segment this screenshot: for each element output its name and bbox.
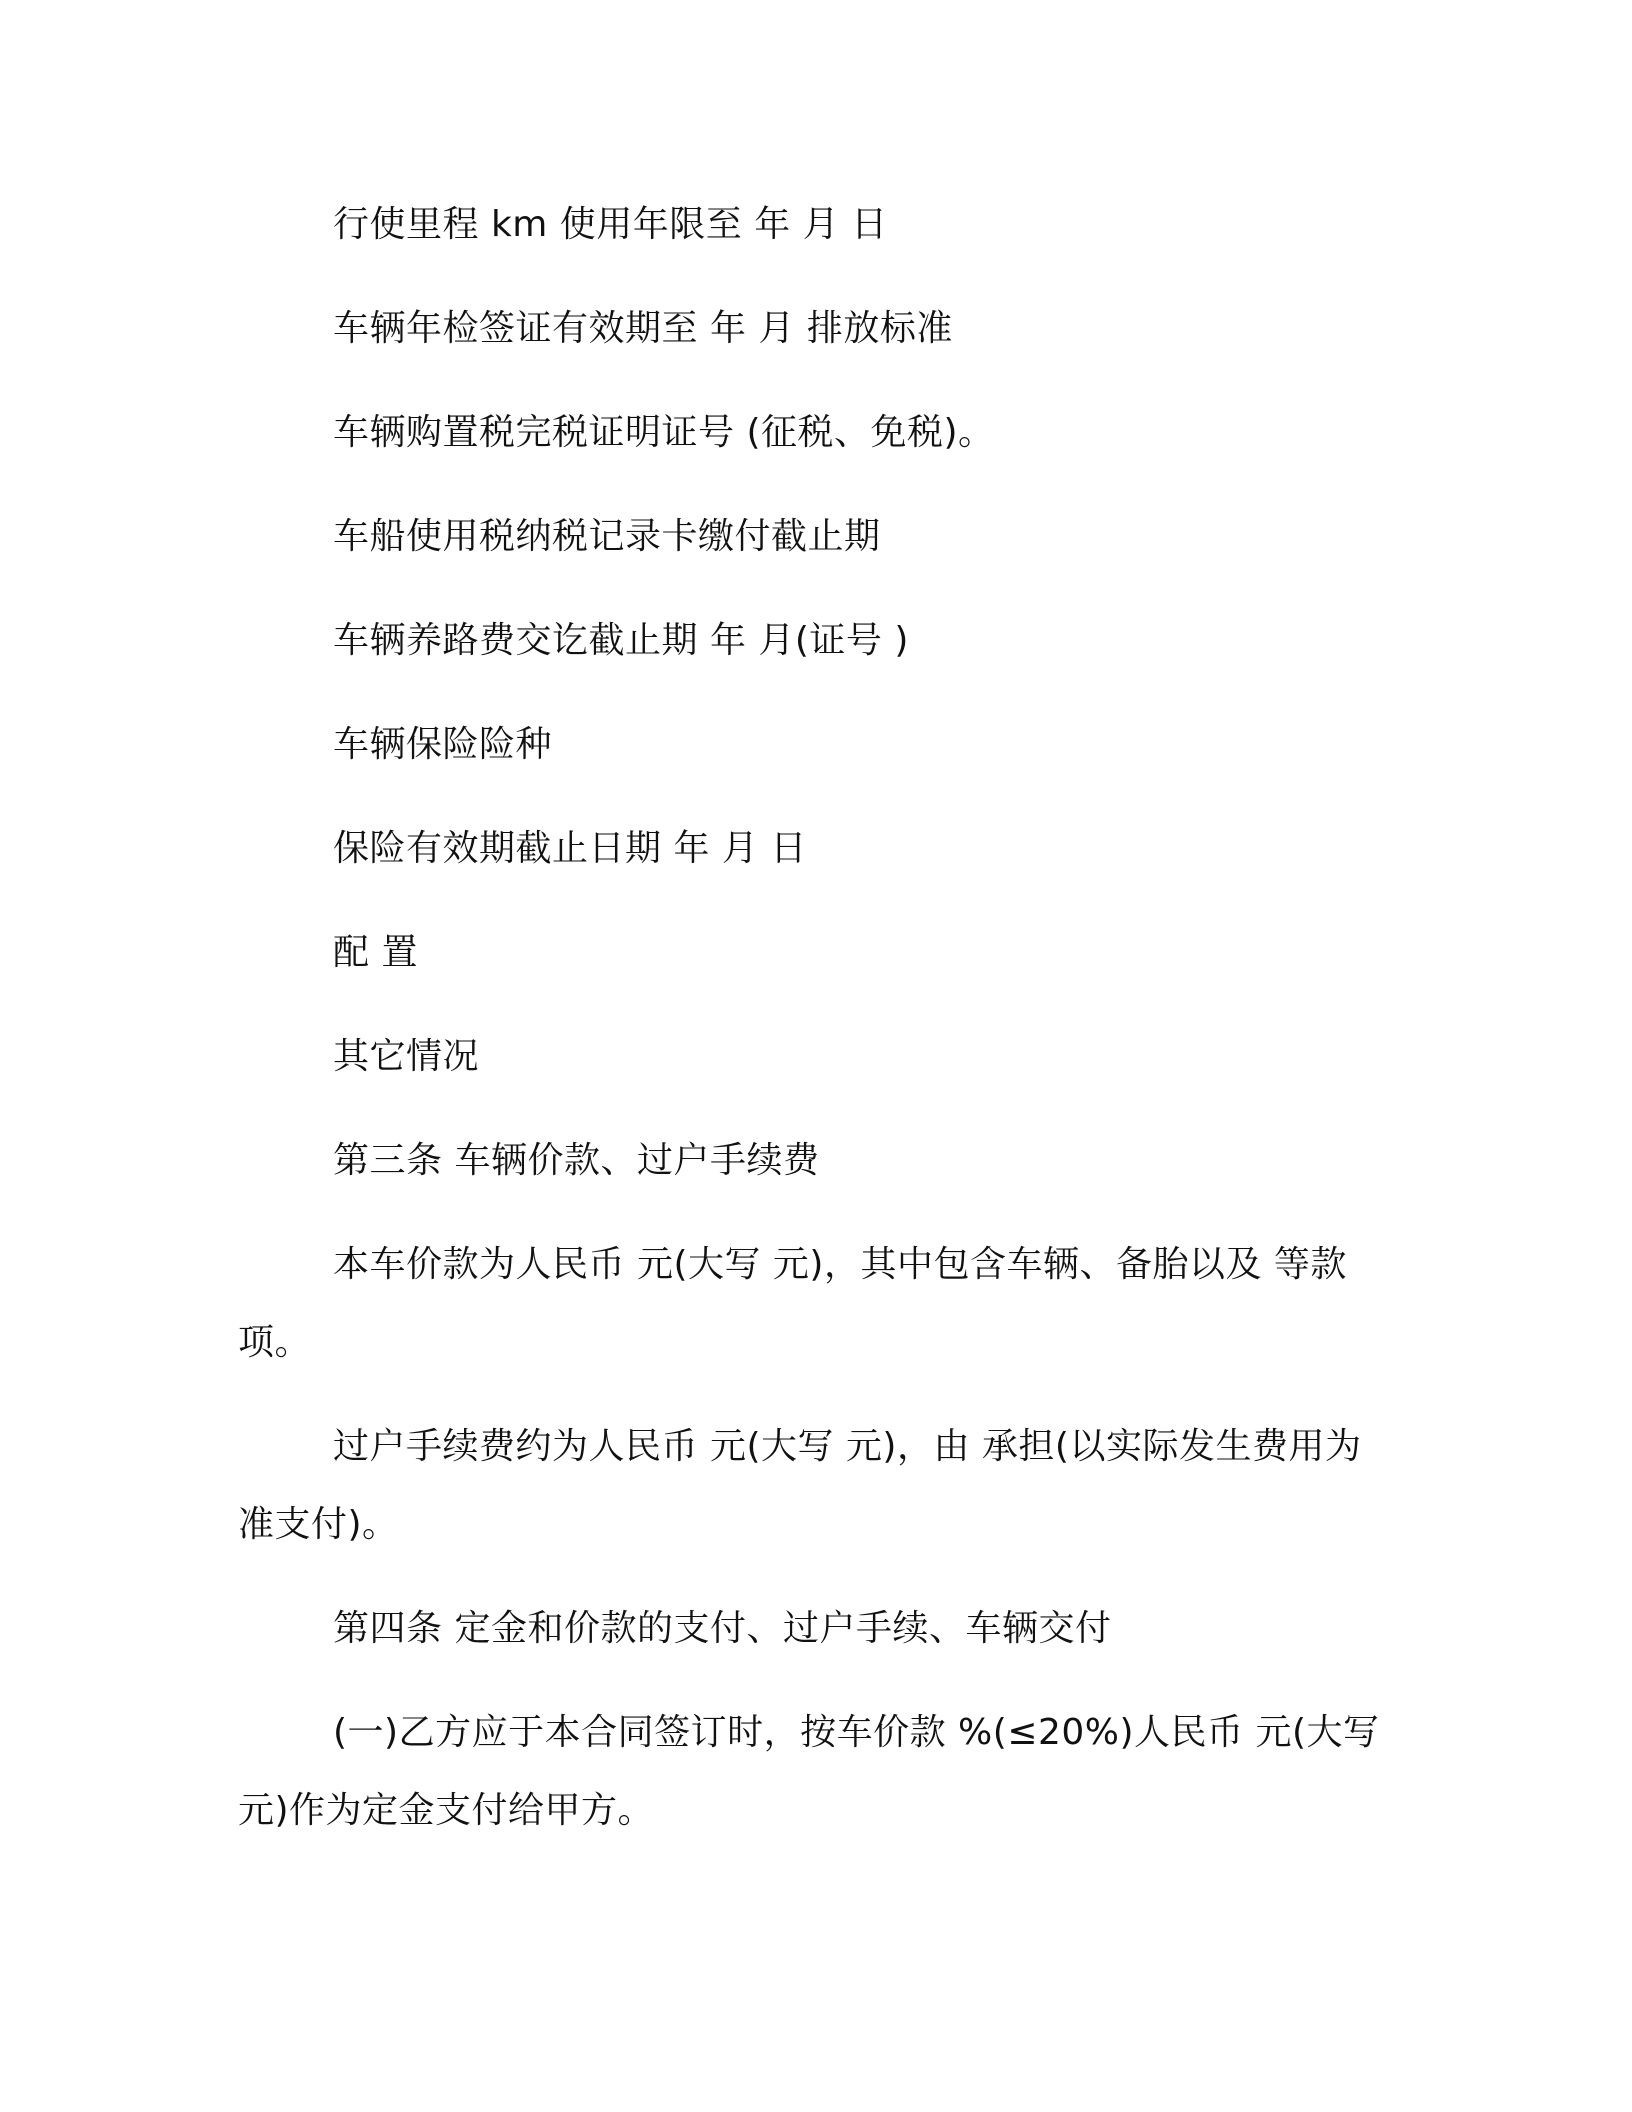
paragraph-deposit-line-2: 元)作为定金支付给甲方。: [238, 1790, 655, 1831]
paragraph-deposit-line-1: (一)乙方应于本合同签订时，按车价款 %(≤20%)人民币 元(大写: [333, 1712, 1380, 1753]
paragraph-vessel-tax: 车船使用税纳税记录卡缴付截止期: [333, 516, 881, 557]
paragraph-vehicle-price-line-1: 本车价款为人民币 元(大写 元)，其中包含车辆、备胎以及 等款: [333, 1244, 1347, 1285]
paragraph-vehicle-price-line-2: 项。: [238, 1322, 312, 1363]
heading-article-four: 第四条 定金和价款的支付、过户手续、车辆交付: [333, 1608, 1112, 1649]
paragraph-annual-inspection: 车辆年检签证有效期至 年 月 排放标准: [333, 308, 953, 349]
paragraph-configuration: 配 置: [333, 932, 418, 973]
paragraph-mileage: 行使里程 km 使用年限至 年 月 日: [333, 204, 888, 245]
paragraph-road-fee: 车辆养路费交讫截止期 年 月(证号 ): [333, 620, 909, 661]
paragraph-insurance-expiry: 保险有效期截止日期 年 月 日: [333, 828, 807, 869]
paragraph-transfer-fee-line-1: 过户手续费约为人民币 元(大写 元)，由 承担(以实际发生费用为: [333, 1426, 1362, 1467]
paragraph-transfer-fee-line-2: 准支付)。: [238, 1504, 399, 1545]
heading-article-three: 第三条 车辆价款、过户手续费: [333, 1140, 820, 1181]
paragraph-transfer-fee: [238, 1408, 1388, 1564]
paragraph-deposit: [238, 1694, 1388, 1850]
document-body: [238, 186, 1388, 1850]
paragraph-insurance-type: 车辆保险险种: [333, 724, 553, 765]
paragraph-purchase-tax: 车辆购置税完税证明证号 (征税、免税)。: [333, 412, 995, 453]
paragraph-other-info: 其它情况: [333, 1036, 480, 1077]
paragraph-vehicle-price: [238, 1226, 1388, 1382]
